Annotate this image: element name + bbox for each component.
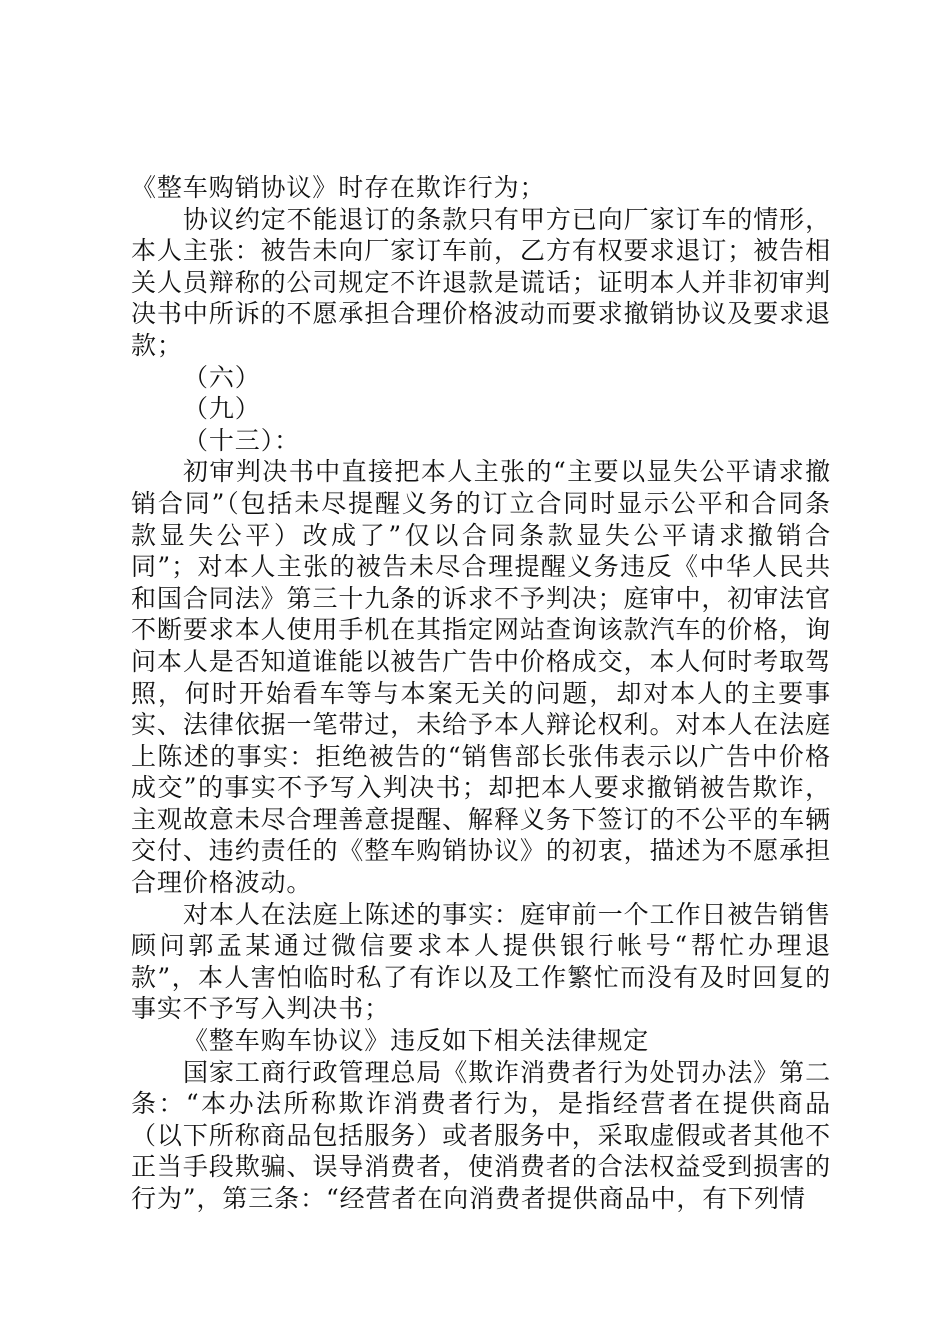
- item-heading-6: （六）: [183, 362, 261, 392]
- document-body: [131, 172, 831, 1215]
- item-heading-9: （九）: [183, 394, 261, 424]
- paragraph-4: 对本人在法庭上陈述的事实：庭审前一个工作日被告销售顾问郭孟某通过微信要求本人提供银行帐号“帮忙办理退款”，本人害怕临时私了有诈以及工作繁忙而没有及时回复的事实不予写入判决书；: [131, 899, 831, 1024]
- item-heading-13: （十三）：: [183, 425, 301, 455]
- paragraph-2: 协议约定不能退订的条款只有甲方已向厂家订车的情形，本人主张：被告未向厂家订车前，乙方有权要求退订；被告相关人员辩称的公司规定不许退款是谎话；证明本人并非初审判决书中所诉的不愿承担合理价格波动而要求撤销协议及要求退款；: [131, 204, 831, 360]
- paragraph-3: 初审判决书中直接把本人主张的“主要以显失公平请求撤销合同”（包括未尽提醒义务的订立合同时显示公平和合同条款显失公平）改成了”仅以合同条款显失公平请求撤销合同”；对本人主张的被告未尽合理提醒义务违反《中华人民共和国合同法》第三十九条的诉求不予判决；庭审中，初审法官不断要求本人使用手机在其指定网站查询该款汽车的价格，询问本人是否知道谁能以被告广告中价格成交，本人何时考取驾照，何时开始看车等与本案无关的问题，却对本人的主要事实、法律依据一笔带过，未给予本人辩论权利。对本人在法庭上陈述的事实：拒绝被告的“销售部长张伟表示以广告中价格成交”的事实不予写入判决书；却把本人要求撤销被告欺诈，主观故意未尽合理善意提醒、解释义务下签订的不公平的车辆交付、违约责任的《整车购销协议》的初衷，描述为不愿承担合理价格波动。: [131, 457, 831, 898]
- section-heading: 《整车购车协议》违反如下相关法律规定: [183, 1026, 650, 1056]
- paragraph-5: 国家工商行政管理总局《欺诈消费者行为处罚办法》第二条：“本办法所称欺诈消费者行为，是指经营者在提供商品（以下所称商品包括服务）或者服务中，采取虚假或者其他不正当手段欺骗、误导消费者，使消费者的合法权益受到损害的行为”，第三条：“经营者在向消费者提供商品中，有下列情: [131, 1057, 831, 1213]
- paragraph-1: 《整车购销协议》时存在欺诈行为；: [131, 173, 546, 202]
